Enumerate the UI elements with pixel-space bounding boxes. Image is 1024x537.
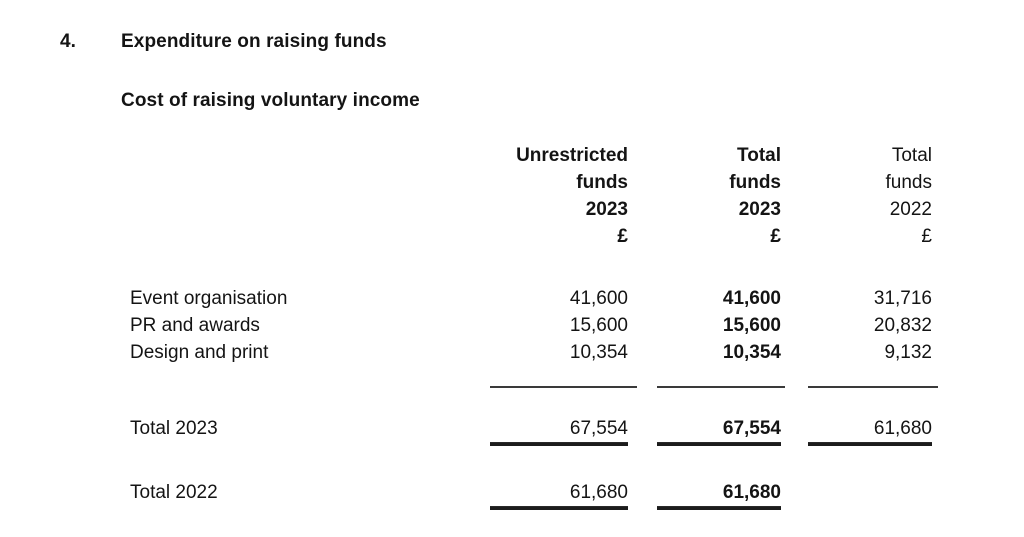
header-line: 2023	[585, 199, 628, 220]
header-line: Total	[737, 145, 781, 166]
double-underline	[490, 506, 628, 510]
section-title: Expenditure on raising funds	[121, 31, 387, 52]
table-body	[130, 285, 940, 366]
column-header-total-funds-2022	[808, 142, 938, 250]
total-cell	[490, 418, 637, 446]
cell-value: 10,354	[569, 342, 628, 363]
total-value: 61,680	[722, 482, 781, 503]
cell-value: 41,600	[722, 288, 781, 309]
column-header-total-funds-2023	[657, 142, 785, 250]
cell-value: 10,354	[722, 342, 781, 363]
header-line: Unrestricted	[516, 145, 628, 166]
section-subtitle: Cost of raising voluntary income	[121, 90, 420, 111]
column-rule	[657, 386, 785, 388]
total-cell	[490, 482, 637, 510]
row-label: Design and print	[130, 342, 269, 363]
double-underline	[490, 442, 628, 446]
header-line: funds	[576, 172, 628, 193]
header-line: funds	[729, 172, 781, 193]
cell-value: 9,132	[884, 342, 932, 363]
double-underline	[657, 442, 781, 446]
cell-value: 31,716	[873, 288, 932, 309]
table-row-event-organisation	[130, 285, 940, 312]
total-value: 61,680	[873, 418, 932, 439]
table-row-pr-and-awards	[130, 312, 940, 339]
header-line: funds	[885, 172, 932, 193]
cell-value: 20,832	[873, 315, 932, 336]
cell-value: 41,600	[569, 288, 628, 309]
header-line: 2022	[889, 199, 932, 220]
total-value: 61,680	[569, 482, 628, 503]
column-rule	[808, 386, 938, 388]
cell-value: 15,600	[722, 315, 781, 336]
total-cell	[657, 418, 785, 446]
header-currency-symbol: £	[617, 226, 628, 247]
total-label: Total 2023	[130, 418, 218, 439]
cell-value: 15,600	[569, 315, 628, 336]
cost-of-raising-table	[130, 142, 940, 510]
table-header-row	[130, 142, 940, 250]
row-label: PR and awards	[130, 315, 260, 336]
total-value: 67,554	[569, 418, 628, 439]
header-line: Total	[891, 145, 932, 166]
column-rule	[490, 386, 637, 388]
total-2022-row	[130, 482, 940, 510]
total-cell	[657, 482, 785, 510]
double-underline	[808, 442, 932, 446]
column-header-unrestricted-funds-2023	[490, 142, 637, 250]
total-value: 67,554	[722, 418, 781, 439]
header-currency-symbol: £	[921, 226, 932, 247]
subtotal-rule-row	[130, 386, 940, 388]
table-row-design-and-print	[130, 339, 940, 366]
total-label: Total 2022	[130, 482, 218, 503]
header-line: 2023	[738, 199, 781, 220]
section-number: 4.	[60, 31, 77, 52]
total-2023-row	[130, 418, 940, 446]
total-cell	[808, 418, 938, 446]
header-currency-symbol: £	[770, 226, 781, 247]
double-underline	[657, 506, 781, 510]
row-label: Event organisation	[130, 288, 288, 309]
